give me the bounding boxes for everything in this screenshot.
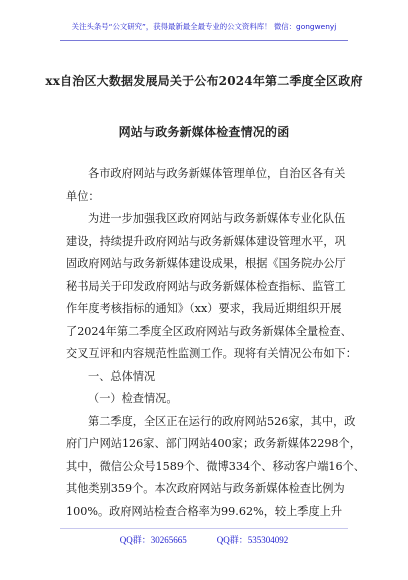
document-title-line-2: 网站与政务新媒体检查情况的函	[118, 125, 290, 139]
document-title-line-1: xx自治区大数据发展局关于公布2024年第二季度全区政府	[45, 74, 363, 88]
section-heading: 一、总体情况	[88, 369, 156, 383]
body-line: 为进一步加强我区政府网站与政务新媒体专业化队伍	[88, 212, 346, 225]
body-line: 府门户网站126家、部门网站400家；政务新媒体2298个，	[66, 437, 361, 450]
body-line: 秘书局关于印发政府网站与政务新媒体检查指标、监管工	[66, 279, 346, 293]
body-line: 建设，持续提升政府网站与政务新媒体建设管理水平，巩	[66, 234, 346, 248]
body-line: 其中，微信公众号1589个、微博334个、移动客户端16个、	[66, 459, 365, 473]
body-line: 作年度考核指标的通知》（xx）要求，我局近期组织开展	[66, 302, 342, 315]
body-line: 固政府网站与政务新媒体建设成果，根据《国务院办公厅	[66, 257, 346, 270]
body-line: 单位：	[66, 189, 100, 203]
header-banner: 关注头条号“公文研究”，获得最新最全最专业的公文资料库！ 微信：gongwenyj	[71, 22, 337, 31]
header-divider	[60, 40, 348, 41]
footer-qq-group-1: QQ群：30265665	[119, 535, 187, 545]
footer-qq-group-2: QQ群：535304092	[216, 535, 289, 545]
body-line: 100%。政府网站检查合格率为99.62%，较上季度上升	[66, 504, 343, 518]
body-line: 第二季度，全区正在运行的政府网站526家，其中，政	[88, 414, 356, 428]
body-line: 交叉互评和内容规范性监测工作。现将有关情况公布如下：	[66, 347, 357, 360]
subsection-heading: （一）检查情况。	[88, 392, 178, 405]
footer	[0, 533, 408, 546]
body-line: 各市政府网站与政务新媒体管理单位，自治区各有关	[88, 167, 346, 180]
document-body	[66, 163, 365, 523]
body-line: 了2024年第二季度全区政府网站与政务新媒体全量检查、	[66, 324, 352, 338]
body-line: 其他类别359个。本次政府网站与政务新媒体检查比例为	[66, 482, 345, 495]
footer-divider	[60, 528, 348, 529]
